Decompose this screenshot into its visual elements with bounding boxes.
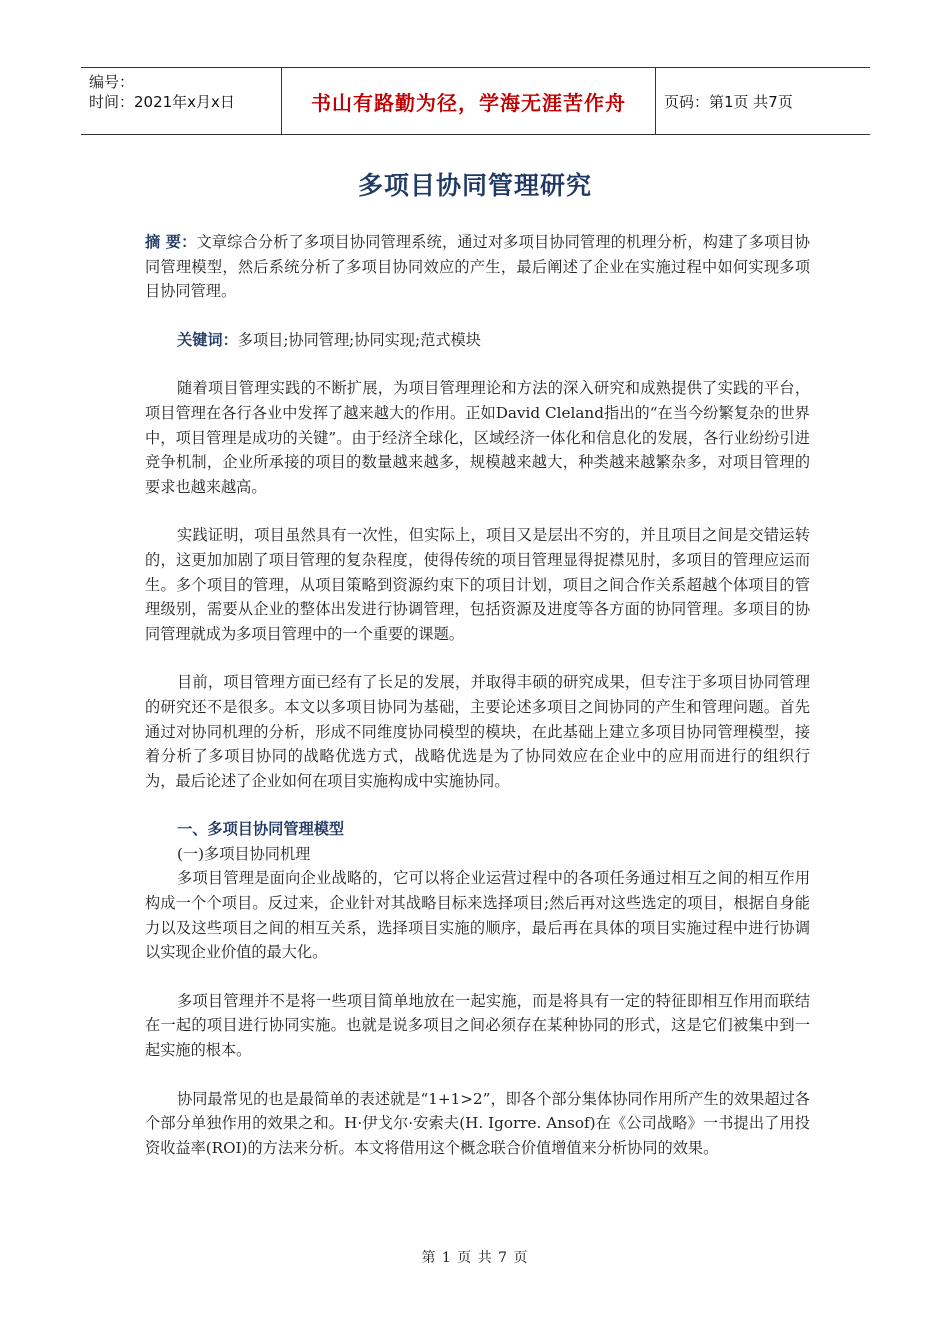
header-table [81, 67, 870, 135]
header-meta-cell [81, 68, 281, 134]
serial-label: 编号： [89, 73, 135, 91]
abstract-label: 摘 要： [145, 233, 197, 251]
paragraph: 随着项目管理实践的不断扩展，为项目管理理论和方法的深入研究和成熟提供了实践的平台，项目管理在各行各业中发挥了越来越大的作用。正如David Cleland指出的“在当今纷繁复杂的世界中，项目管理是成功的关键”。由于经济全球化，区域经济一体化和信息化的发展，各行业纷纷引进竞争机制，企业所承接的项目的数量越来越多，规模越来越大，种类越来越繁杂多，对项目管理的要求也越来越高。 [145, 379, 810, 496]
keywords [145, 328, 810, 353]
abstract-text: 文章综合分析了多项目协同管理系统，通过对多项目协同管理的机理分析，构建了多项目协同管理模型，然后系统分析了多项目协同效应的产生，最后阐述了企业在实施过程中如何实现多项目协同管理。 [145, 233, 810, 301]
paragraph: 实践证明，项目虽然具有一次性，但实际上，项目又是层出不穷的，并且项目之间是交错运转的，这更加加剧了项目管理的复杂程度，使得传统的项目管理显得捉襟见肘，多项目的管理应运而生。多个项目的管理，从项目策略到资源约束下的项目计划，项目之间合作关系超越个体项目的管理级别，需要从企业的整体出发进行协调管理，包括资源及进度等各方面的协同管理。多项目的协同管理就成为多项目管理中的一个重要的课题。 [145, 526, 810, 643]
section-subheading: (一)多项目协同机理 [177, 844, 311, 863]
paragraph: 协同最常见的也是最简单的表述就是“1+1>2”，即各个部分集体协同作用所产生的效果超过各个部分单独作用的效果之和。H·伊戈尔·安索夫(H. Igorre. Ansof)在《公司战略》一书提出了用投资收益率(ROI)的方法来分析。本文将借用这个概念联合价值增值来分析协同的效果。 [145, 1089, 810, 1157]
motto: 书山有路勤为径，学海无涯苦作舟 [311, 90, 626, 115]
document-title: 多项目协同管理研究 [357, 171, 592, 200]
document-body [145, 230, 810, 1160]
page-footer: 第 1 页 共 7 页 [421, 1250, 529, 1266]
paragraph: 多项目管理是面向企业战略的，它可以将企业运营过程中的各项任务通过相互之间的相互作用构成一个个项目。反过来，企业针对其战略目标来选择项目;然后再对这些选定的项目，根据自身能力以及这些项目之间的相互关系，选择项目实施的顺序，最后再在具体的项目实施过程中进行协调以实现企业价值的最大化。 [145, 869, 810, 962]
header-motto-cell [281, 68, 656, 134]
paragraph: 多项目管理并不是将一些项目简单地放在一起实施，而是将具有一定的特征即相互作用而联结在一起的项目进行协同实施。也就是说多项目之间必须存在某种协同的形式，这是它们被集中到一起实施的根本。 [145, 991, 810, 1060]
time-label: 时间：2021年x月x日 [89, 93, 235, 111]
page-label: 页码：第1页 共7页 [664, 92, 793, 111]
keywords-text: 多项目;协同管理;协同实现;范式模块 [237, 330, 481, 349]
paragraph: 目前，项目管理方面已经有了长足的发展，并取得丰硕的研究成果，但专注于多项目协同管理的研究还不是很多。本文以多项目协同为基础，主要论述多项目之间协同的产生和管理问题。首先通过对协同机理的分析，形成不同维度协同模型的模块，在此基础上建立多项目协同管理模型，接着分析了多项目协同的战略优选方式，战略优选是为了协同效应在企业中的应用而进行的组织行为，最后论述了企业如何在项目实施构成中实施协同。 [145, 673, 810, 790]
keywords-label: 关键词： [177, 330, 238, 349]
section-heading: 一、多项目协同管理模型 [177, 820, 345, 839]
abstract [145, 230, 810, 304]
header-page-cell [656, 68, 870, 134]
